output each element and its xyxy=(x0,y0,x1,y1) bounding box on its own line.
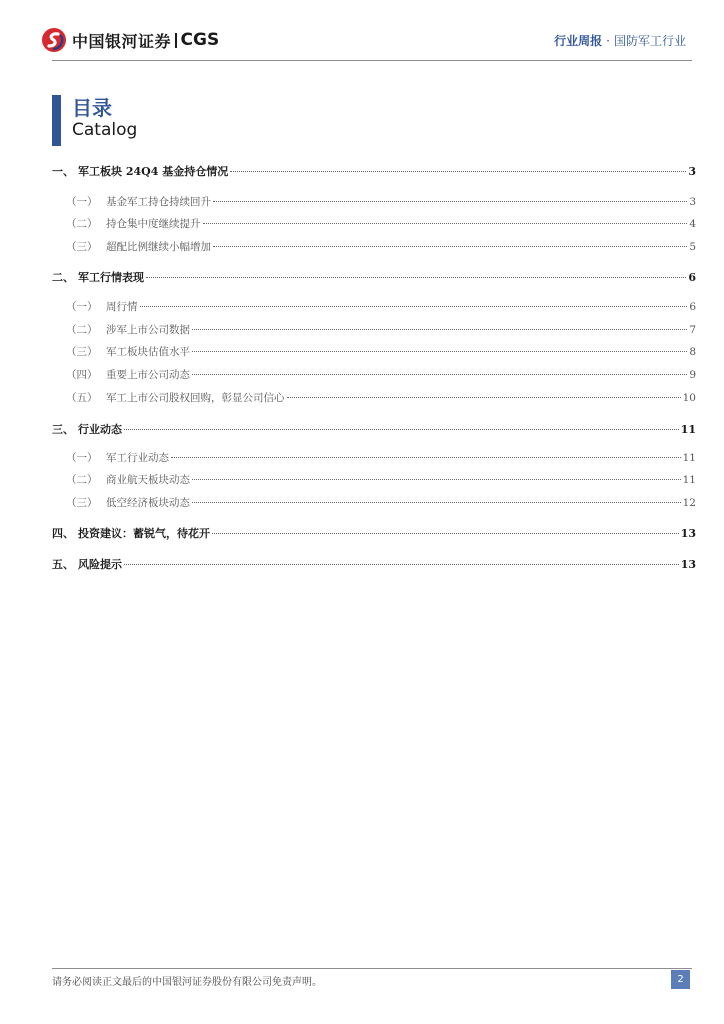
report-type: 行业周报 xyxy=(554,34,603,48)
toc-entry-title: 商业航天板块动态 xyxy=(106,474,190,486)
toc-entry-page: 11 xyxy=(680,423,696,436)
toc-leader-dots xyxy=(192,351,687,352)
page-header xyxy=(0,0,724,70)
logo-divider xyxy=(175,33,177,48)
toc-entry-title: 军工板块估值水平 xyxy=(106,346,190,358)
industry-name: 国防军工行业 xyxy=(613,34,686,48)
toc-entry[interactable] xyxy=(66,344,696,359)
toc-entry[interactable] xyxy=(66,367,696,382)
toc-entry[interactable] xyxy=(66,450,696,465)
toc-entry-page: 3 xyxy=(688,165,696,178)
footer-disclaimer: 请务必阅读正文最后的中国银河证券股份有限公司免责声明。 xyxy=(52,977,322,988)
toc-leader-dots xyxy=(192,502,681,503)
toc-leader-dots xyxy=(287,397,681,398)
toc-entry-title: 军工行业动态 xyxy=(106,452,169,464)
toc-entry-page: 6 xyxy=(689,301,696,313)
toc-leader-dots xyxy=(124,564,679,565)
toc-entry-page: 7 xyxy=(689,324,696,336)
toc-title-chinese: 目录 xyxy=(72,96,112,120)
toc-entry-page: 5 xyxy=(689,241,696,253)
toc-entry-title: 军工行情表现 xyxy=(78,271,144,284)
company-logo xyxy=(41,27,219,53)
toc-entry[interactable] xyxy=(52,525,696,541)
report-category xyxy=(554,32,686,49)
toc-entry-title: 低空经济板块动态 xyxy=(106,497,190,509)
toc-title-english: Catalog xyxy=(72,120,138,140)
toc-entry-title: 重要上市公司动态 xyxy=(106,369,190,381)
toc-entry-number: （二） xyxy=(66,324,98,336)
toc-entry-number: （一） xyxy=(66,301,98,313)
toc-entry-number: （一） xyxy=(66,196,98,208)
toc-entry-number: （一） xyxy=(66,452,98,464)
logo-english-name: CGS xyxy=(180,30,220,50)
toc-entry-number: 五、 xyxy=(52,558,74,571)
toc-entry-page: 11 xyxy=(682,474,696,486)
toc-leader-dots xyxy=(192,374,687,375)
toc-leader-dots xyxy=(140,306,688,307)
toc-entry[interactable] xyxy=(66,390,696,405)
toc-entry-page: 6 xyxy=(688,271,696,284)
toc-entry-number: （三） xyxy=(66,241,98,253)
toc-entry-number: 四、 xyxy=(52,527,74,540)
toc-entry-number: （二） xyxy=(66,218,98,230)
toc-entry-title: 周行情 xyxy=(106,301,138,313)
toc-leader-dots xyxy=(192,329,687,330)
toc-entry-number: 三、 xyxy=(52,423,74,436)
toc-leader-dots xyxy=(146,277,686,278)
toc-entry[interactable] xyxy=(52,421,696,437)
toc-entry[interactable] xyxy=(52,269,696,285)
toc-entry[interactable] xyxy=(66,472,696,487)
toc-entry-number: （三） xyxy=(66,346,98,358)
toc-leader-dots xyxy=(124,429,679,430)
toc-entry[interactable] xyxy=(52,556,696,572)
toc-entry[interactable] xyxy=(66,239,696,254)
toc-entry-number: （四） xyxy=(66,369,98,381)
toc-entry-title: 持仓集中度继续提升 xyxy=(106,218,201,230)
toc-entry[interactable] xyxy=(66,194,696,209)
footer-divider xyxy=(52,968,692,969)
toc-entry-page: 8 xyxy=(689,346,696,358)
toc-entry-page: 4 xyxy=(689,218,696,230)
toc-entry-title: 涉军上市公司数据 xyxy=(106,324,190,336)
toc-entry-number: （三） xyxy=(66,497,98,509)
toc-entry-number: （二） xyxy=(66,474,98,486)
toc-leader-dots xyxy=(203,223,688,224)
page-number-badge: 2 xyxy=(671,970,690,989)
toc-entry-page: 9 xyxy=(689,369,696,381)
toc-entry-page: 10 xyxy=(682,392,696,404)
toc-leader-dots xyxy=(213,246,687,247)
header-separator: · xyxy=(606,34,610,48)
toc-leader-dots xyxy=(213,201,687,202)
toc-entry[interactable] xyxy=(66,299,696,314)
toc-heading-bar xyxy=(52,95,61,146)
cgs-logo-icon xyxy=(41,27,67,53)
toc-entry-title: 基金军工持仓持续回升 xyxy=(106,196,211,208)
toc-entry-number: （五） xyxy=(66,392,98,404)
toc-entry-page: 12 xyxy=(682,497,696,509)
header-divider xyxy=(52,60,692,61)
toc-entry-page: 3 xyxy=(689,196,696,208)
toc-entry[interactable] xyxy=(66,495,696,510)
toc-entry-title: 军工上市公司股权回购，彰显公司信心 xyxy=(106,392,285,404)
toc-entry-title: 军工板块 24Q4 基金持仓情况 xyxy=(78,165,229,178)
toc-entry-title: 风险提示 xyxy=(78,558,122,571)
toc-leader-dots xyxy=(171,457,681,458)
toc-entry-page: 13 xyxy=(680,558,696,571)
logo-chinese-name: 中国银河证券 xyxy=(72,31,172,51)
toc-entry-title: 行业动态 xyxy=(78,423,122,436)
toc-leader-dots xyxy=(230,171,686,172)
toc-entry[interactable] xyxy=(66,322,696,337)
toc-entry-page: 13 xyxy=(680,527,696,540)
toc-entry[interactable] xyxy=(66,216,696,231)
toc-leader-dots xyxy=(212,533,679,534)
toc-entry-page: 11 xyxy=(682,452,696,464)
toc-entry-number: 二、 xyxy=(52,271,74,284)
toc-entry[interactable] xyxy=(52,163,696,179)
toc-entry-title: 超配比例继续小幅增加 xyxy=(106,241,211,253)
toc-entry-title: 投资建议：蓄锐气，待花开 xyxy=(78,527,210,540)
toc-entry-number: 一、 xyxy=(52,165,74,178)
toc-leader-dots xyxy=(192,479,681,480)
